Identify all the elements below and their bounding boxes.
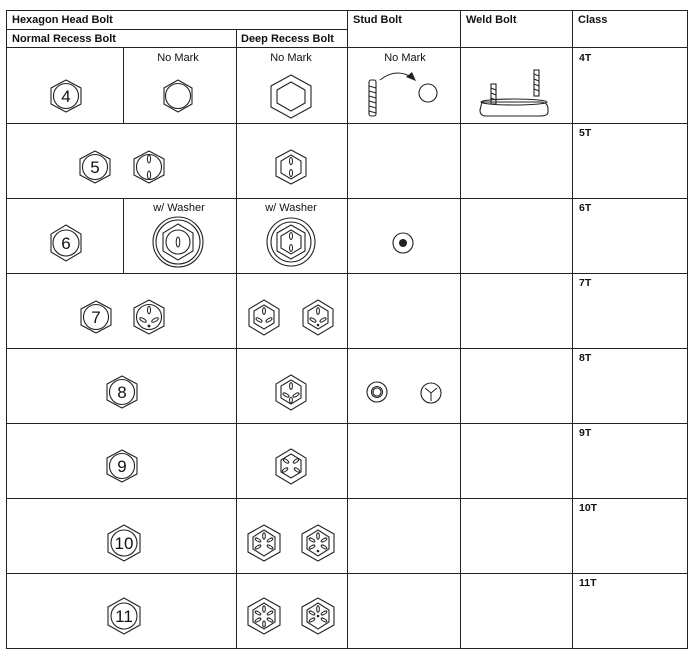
bolt-head-4-icon: [51, 80, 81, 112]
bolt-head-5-icon: [80, 151, 110, 183]
weld-bolt-header: Weld Bolt: [466, 14, 517, 26]
bolt-number-8: 8: [117, 383, 127, 402]
deep-recess-washer-icon: [267, 218, 315, 266]
deep-recess-three-mark-icon: [249, 300, 279, 335]
deep-recess-bolt-header: Deep Recess Bolt: [241, 33, 334, 45]
bolt-number-9: 9: [117, 457, 127, 476]
hexagon-head-bolt-header: Hexagon Head Bolt: [12, 14, 113, 26]
deep-recess-no-mark-icon: [271, 75, 311, 118]
class-label-9t: 9T: [579, 427, 592, 439]
bolt-number-10: 10: [114, 534, 134, 553]
hex-bolt-three-mark-icon: [134, 300, 164, 334]
washer-label-deep: w/ Washer: [265, 202, 317, 214]
bolt-number-5: 5: [90, 158, 100, 177]
class-header: Class: [578, 14, 608, 26]
stud-bolt-y-mark-icon: [421, 383, 441, 403]
bolt-head-8-icon: [107, 376, 137, 408]
hex-bolt-two-mark-icon: [134, 151, 164, 183]
washer-label-normal: w/ Washer: [153, 202, 205, 214]
bolt-number-11: 11: [115, 607, 133, 626]
class-label-11t: 11T: [579, 577, 597, 589]
deep-recess-five-mark-icon: [276, 449, 306, 484]
stud-bolt-header: Stud Bolt: [353, 14, 402, 26]
bolt-head-9-icon: [107, 450, 137, 482]
stud-bolt-ring-mark-icon: [367, 382, 387, 402]
class-label-8t: 8T: [579, 352, 592, 364]
weld-bolt-icon: [480, 70, 548, 116]
class-label-4t: 4T: [579, 52, 592, 64]
class-label-10t: 10T: [579, 502, 598, 514]
deep-recess-six-mark-alt-icon: [302, 525, 334, 561]
class-label-5t: 5T: [579, 127, 592, 139]
bolt-head-11-icon: [108, 598, 140, 634]
normal-recess-bolt-header: Normal Recess Bolt: [12, 33, 116, 45]
bolt-head-6-icon: [51, 225, 81, 261]
deep-recess-two-mark-icon: [276, 150, 306, 184]
deep-recess-three-mark-dot-icon: [303, 300, 333, 335]
bolt-number-4: 4: [61, 87, 71, 106]
hex-bolt-no-mark-icon: [164, 80, 192, 112]
bolt-number-6: 6: [61, 234, 71, 253]
class-label-7t: 7T: [579, 277, 592, 289]
deep-recess-seven-mark-icon: [248, 598, 280, 634]
stud-bolt-dot-mark-icon: [393, 233, 413, 253]
no-mark-label-stud: No Mark: [384, 52, 426, 64]
stud-bolt-no-mark-icon: [369, 72, 437, 116]
deep-recess-seven-mark-alt-icon: [302, 598, 334, 634]
class-label-6t: 6T: [579, 202, 592, 214]
hex-bolt-washer-icon: [153, 217, 203, 267]
bolt-head-7-icon: [81, 301, 111, 333]
bolt-number-7: 7: [91, 308, 101, 327]
deep-recess-six-mark-icon: [248, 525, 280, 561]
no-mark-label-normal: No Mark: [157, 52, 199, 64]
bolt-head-10-icon: [108, 525, 140, 561]
no-mark-label-deep: No Mark: [270, 52, 312, 64]
deep-recess-four-mark-icon: [276, 375, 306, 410]
